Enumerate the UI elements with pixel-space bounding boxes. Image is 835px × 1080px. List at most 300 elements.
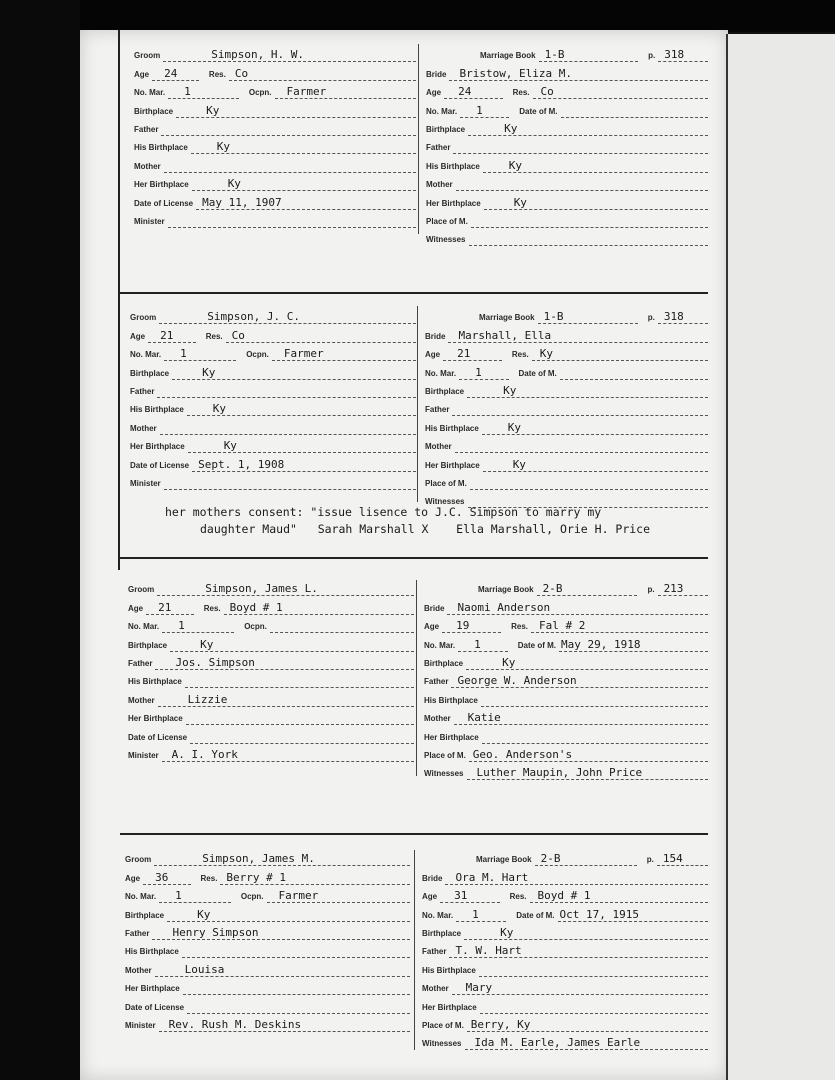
fill-line [170,637,414,652]
field-label: Place of M. [424,750,466,760]
birthplace-value: Ky [503,383,517,397]
bride-column [426,44,708,246]
form-row [425,361,708,379]
form-row [425,380,708,398]
column-divider [418,44,419,234]
page-value: 154 [662,852,683,866]
fill-line [155,655,414,670]
marriage-book-row [426,44,708,62]
fill-line [152,66,199,81]
field-label: Father [128,658,153,668]
field-label: His Birthplace [422,965,476,975]
form-row [422,1032,708,1050]
her-birthplace-value: Ky [223,439,237,453]
field-label: No. Mar. [426,106,458,116]
form-row [128,633,414,651]
marriage-book-row [424,578,708,596]
field-label: Age [128,603,144,613]
form-row [426,210,708,228]
fill-line [163,47,416,62]
fill-line [183,980,410,995]
fill-line [167,907,410,922]
field-label: Her Birthplace [128,714,183,724]
bride-value: Bristow, Eliza M. [459,66,573,80]
field-label: Marriage Book [476,855,532,865]
fill-line [455,438,708,453]
minister-value: A. I. York [171,747,238,761]
field-label: Birthplace [426,124,466,134]
fill-line [657,851,708,866]
field-label: Birthplace [422,928,462,938]
field-label: Mother [426,180,453,190]
form-row [426,173,708,191]
res-value: Berry # 1 [226,870,287,884]
father-value: Henry Simpson [172,925,259,939]
fill-line [229,66,416,81]
groom-value: Simpson, J. C. [207,310,300,324]
place-of-m-value: Geo. Anderson's [472,747,573,761]
field-label: Place of M. [426,216,468,226]
field-label: Date of M. [518,368,557,378]
fill-line [469,747,708,762]
res-value: Co [234,66,249,80]
field-label: Res. [511,350,529,360]
fill-line [482,729,708,744]
form-row [424,762,708,780]
consent-note-line: her mothers consent: "issue lisence to J.C. Simpson to marry my [165,505,602,519]
field-label: Father [425,405,450,415]
no-mar-value: 1 [472,907,479,921]
fill-line [464,925,708,940]
fill-line [481,692,708,707]
date-of-m-value: May 29, 1918 [561,637,641,651]
form-row [130,306,416,324]
form-row [424,633,708,651]
field-label: Mother [128,695,155,705]
field-label: No. Mar. [125,892,157,902]
father-value: Jos. Simpson [175,655,255,669]
field-label: Her Birthplace [134,180,189,190]
form-row [128,670,414,688]
fill-line [454,710,708,725]
form-row [134,118,416,136]
no-mar-value: 1 [476,103,483,117]
fill-line [160,420,416,435]
his-birthplace-value: Ky [216,140,231,154]
groom-column [130,306,416,490]
fill-line [187,401,416,416]
column-divider [417,306,418,502]
field-label: Her Birthplace [125,984,180,994]
fill-line [161,121,416,136]
fill-line [465,1035,709,1050]
form-row [125,922,410,940]
fill-line [453,139,708,154]
fill-line [479,962,708,977]
form-row [426,99,708,117]
form-row [424,744,708,762]
margin-rule [118,30,120,570]
fill-line [452,401,708,416]
field-label: Res. [512,88,530,98]
field-label: Mother [134,161,161,171]
field-label: Witnesses [422,1039,462,1049]
fill-line [483,158,708,173]
fill-line [482,420,708,435]
date-of-m-value: Oct 17, 1915 [559,907,639,921]
fill-line [224,600,414,615]
form-row [424,670,708,688]
his-birthplace-value: Ky [508,158,523,172]
fill-line [226,328,416,343]
record-separator [120,833,708,835]
form-row [130,416,416,434]
fill-line [537,581,638,596]
fill-line [658,309,708,324]
field-label: Birthplace [128,640,168,650]
mother-value: Louisa [184,962,225,976]
fill-line [447,600,708,615]
bride-value: Naomi Anderson [457,600,551,614]
fill-line [191,139,416,154]
field-label: Ocpn. [246,350,269,360]
date-of-license-value: Sept. 1, 1908 [198,457,285,471]
form-row [125,940,410,958]
field-label: Birthplace [130,368,170,378]
form-row [426,136,708,154]
fill-line [157,383,416,398]
scan-border-left [0,0,80,1080]
field-label: Age [424,622,440,632]
fill-line [192,176,416,191]
bride-value: Ora M. Hart [455,870,529,884]
field-label: Res. [509,892,527,902]
form-row [128,744,414,762]
fill-line [164,346,236,361]
fill-line [449,66,708,81]
field-label: Bride [425,331,446,341]
witnesses-value: Ida M. Earle, James Earle [474,1036,641,1050]
res-value: Boyd # 1 [229,600,283,614]
groom-column [125,848,410,1032]
fill-line [440,888,500,903]
fill-line [466,655,708,670]
fill-line [172,365,416,380]
field-label: Mother [422,984,449,994]
field-label: Witnesses [425,497,465,507]
fill-line [442,618,501,633]
her-birthplace-value: Ky [513,195,527,209]
groom-value: Simpson, James M. [202,852,315,866]
fill-line [533,84,708,99]
no-mar-value: 1 [475,365,482,379]
fill-line [471,213,708,228]
field-label: Her Birthplace [130,442,185,452]
form-row [128,725,414,743]
age-value: 21 [457,347,471,361]
birthplace-value: Ky [206,103,220,117]
fill-line [483,457,708,472]
form-row [130,472,416,490]
mother-value: Mary [465,981,493,995]
field-label: Res. [200,873,218,883]
book-value: 2-B [542,582,563,596]
field-label: Marriage Book [479,313,535,323]
field-label: Res. [203,603,221,613]
form-row [425,324,708,342]
fill-line [460,103,509,118]
field-label: Groom [134,51,161,61]
fill-line [275,84,416,99]
form-row [424,707,708,725]
fill-line [182,943,410,958]
form-row [134,99,416,117]
adjacent-page-strip [728,34,835,1080]
age-value: 36 [155,870,169,884]
field-label: Father [125,928,150,938]
fill-line [458,637,508,652]
field-label: No. Mar. [424,640,456,650]
field-label: Witnesses [426,235,466,245]
fill-line [159,309,416,324]
fill-line [532,346,708,361]
field-label: Mother [130,423,157,433]
field-label: Her Birthplace [425,460,480,470]
field-label: Minister [125,1020,156,1030]
field-label: Her Birthplace [426,198,481,208]
fill-line [159,888,231,903]
mother-value: Katie [467,711,501,725]
groom-column [128,578,414,762]
form-row [134,62,416,80]
form-row [426,154,708,172]
groom-value: Simpson, James L. [205,582,318,596]
form-row [125,866,410,884]
fill-line [162,747,414,762]
fill-line [468,121,708,136]
fill-line [459,365,508,380]
field-label: Father [422,947,447,957]
field-label: Date of License [130,460,190,470]
fill-line [444,84,503,99]
fill-line [188,438,416,453]
res-value: Fal # 2 [539,619,586,633]
fill-line [155,962,410,977]
book-value: 2-B [540,852,561,866]
page-value: 318 [664,48,685,62]
res-value: Ky [539,347,554,361]
res-value: Co [540,85,554,99]
age-value: 21 [160,328,174,342]
fill-line [470,475,708,490]
no-mar-value: 1 [180,347,187,361]
bride-column [424,578,708,780]
form-row [426,191,708,209]
form-row [424,596,708,614]
ocpn-value: Farmer [278,889,319,903]
field-label: His Birthplace [134,143,188,153]
field-label: No. Mar. [422,910,454,920]
form-row [425,416,708,434]
form-row [422,866,708,884]
fill-line [484,195,708,210]
field-label: Date of License [128,732,188,742]
field-label: Place of M. [425,478,467,488]
field-label: Minister [134,216,165,226]
field-label: No. Mar. [130,350,162,360]
fill-line [558,907,708,922]
scan-border-top [0,0,835,32]
fill-line [190,729,414,744]
father-value: George W. Anderson [457,674,577,688]
form-row [422,903,708,921]
page-value: 213 [663,582,684,596]
field-label: Groom [125,855,152,865]
fill-line [448,328,708,343]
field-label: Groom [128,585,155,595]
form-row [128,688,414,706]
age-value: 31 [454,889,468,903]
birthplace-value: Ky [200,637,214,651]
field-label: Minister [128,750,159,760]
form-row [426,81,708,99]
age-value: 24 [458,85,472,99]
field-label: Groom [130,313,157,323]
field-label: Bride [426,69,447,79]
form-row [125,958,410,976]
groom-column [134,44,416,228]
field-label: Birthplace [425,386,465,396]
field-label: Marriage Book [478,585,534,595]
form-row [424,688,708,706]
no-mar-value: 1 [474,637,481,651]
form-row [134,81,416,99]
form-row [125,977,410,995]
fill-line [456,176,708,191]
field-label: Date of License [134,198,194,208]
bride-column [422,848,708,1050]
record-separator [120,292,708,294]
field-label: Her Birthplace [422,1002,477,1012]
form-row [125,885,410,903]
field-label: Father [424,677,449,687]
field-label: His Birthplace [128,677,182,687]
fill-line [186,710,414,725]
field-label: Age [426,88,442,98]
form-row [425,398,708,416]
fill-line [159,1017,410,1032]
form-row [128,578,414,596]
fill-line [561,103,708,118]
res-value: Boyd # 1 [537,889,591,903]
form-row [125,848,410,866]
form-row [134,44,416,62]
field-label: Minister [130,478,161,488]
fill-line [445,870,708,885]
field-label: Age [130,331,146,341]
fill-line [531,618,708,633]
fill-line [220,870,410,885]
fill-line [538,309,638,324]
form-row [424,652,708,670]
field-label: Age [134,69,150,79]
form-row [128,615,414,633]
form-row [134,191,416,209]
form-row [125,995,410,1013]
fill-line [530,888,708,903]
consent-note-line: daughter Maud" Sarah Marshall X Ella Marshall, Orie H. Price [200,522,651,536]
birthplace-value: Ky [502,655,516,669]
her-birthplace-value: Ky [227,177,241,191]
form-row [422,977,708,995]
fill-line [560,365,708,380]
his-birthplace-value: Ky [212,402,227,416]
form-row [425,453,708,471]
form-row [426,118,708,136]
form-row [422,995,708,1013]
ocpn-value: Farmer [283,347,324,361]
form-row [422,940,708,958]
age-value: 19 [456,619,470,633]
form-row [426,62,708,80]
form-row [130,324,416,342]
fill-line [158,692,414,707]
minister-value: Rev. Rush M. Deskins [168,1017,302,1031]
no-mar-value: 1 [178,619,185,633]
place-of-m-value: Berry, Ky [470,1017,531,1031]
fill-line [168,84,239,99]
fill-line [196,195,416,210]
column-divider [416,580,417,776]
field-label: Ocpn. [248,88,272,98]
field-label: His Birthplace [426,161,480,171]
field-label: Res. [205,331,223,341]
field-label: Marriage Book [480,51,536,61]
form-row [130,453,416,471]
age-value: 21 [158,600,172,614]
field-label: His Birthplace [424,695,478,705]
field-label: p. [648,51,656,61]
fill-line [451,673,708,688]
fill-line [152,925,410,940]
marriage-book-row [422,848,708,866]
form-row [130,435,416,453]
form-row [426,228,708,246]
fill-line [148,328,196,343]
field-label: Age [425,350,441,360]
witnesses-value: Luther Maupin, John Price [476,766,643,780]
field-label: His Birthplace [125,947,179,957]
fill-line [658,47,708,62]
father-value: T. W. Hart [455,944,522,958]
bride-column [425,306,708,508]
her-birthplace-value: Ky [512,457,526,471]
fill-line [467,383,708,398]
field-label: Mother [125,965,152,975]
fill-line [443,346,502,361]
field-label: p. [647,585,655,595]
fill-line [535,851,637,866]
field-label: Date of M. [517,640,557,650]
fill-line [162,618,234,633]
column-divider [414,850,415,1050]
form-row [128,707,414,725]
form-row [425,435,708,453]
fill-line [449,943,708,958]
fill-line [164,475,416,490]
field-label: Father [130,386,155,396]
field-label: Age [422,892,438,902]
